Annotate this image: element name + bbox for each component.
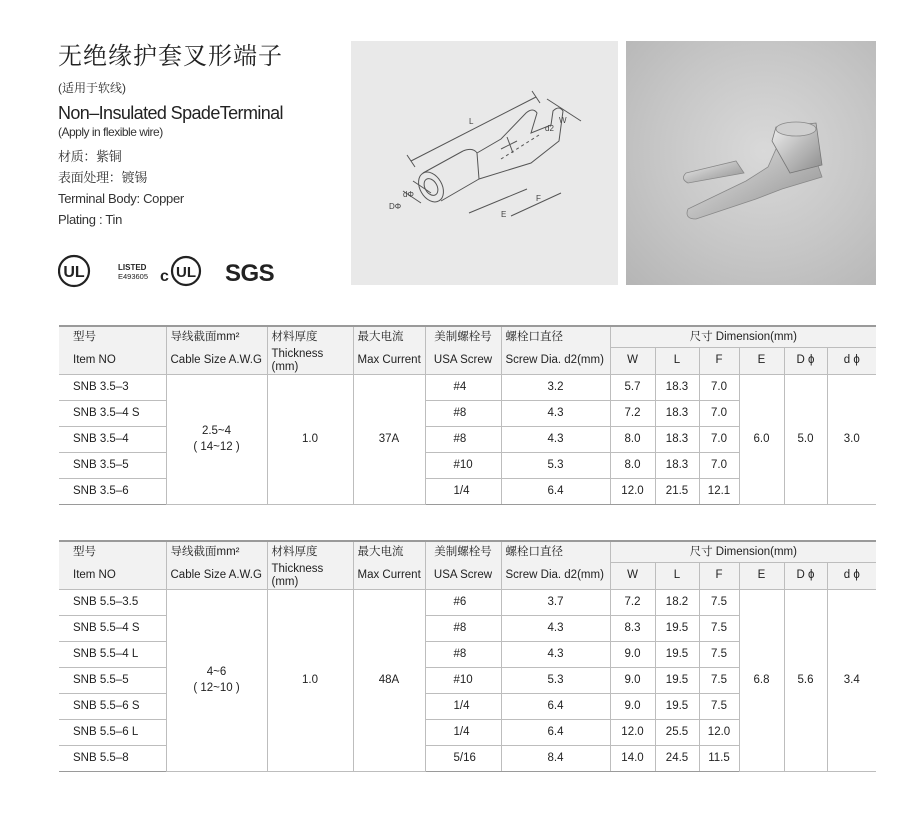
usa-screw: 1/4 [425, 693, 501, 719]
cable-size [166, 589, 267, 771]
dim-f: 7.0 [699, 400, 739, 426]
table-row [59, 374, 876, 400]
col-thickness-en: Thickness (mm) [267, 563, 353, 590]
usa-screw: #8 [425, 400, 501, 426]
item-no: SNB 3.5–3 [59, 374, 166, 400]
cable-mm2: 4~6 [206, 665, 227, 678]
table-row [59, 589, 876, 615]
col-thickness-cn: 材料厚度 [267, 326, 353, 348]
max-current: 48A [353, 589, 425, 771]
dim-w: 12.0 [610, 719, 655, 745]
col-d: d ϕ [827, 348, 876, 375]
col-current-cn: 最大电流 [353, 541, 425, 563]
col-l: L [655, 563, 699, 590]
dim-w: 5.7 [610, 374, 655, 400]
col-cable-cn: 导线截面mm² [166, 326, 267, 348]
plating-cn: 表面处理：镀锡 [58, 170, 147, 185]
usa-screw: #6 [425, 589, 501, 615]
usa-screw: #10 [425, 452, 501, 478]
col-thickness-en: Thickness (mm) [267, 348, 353, 375]
screw-dia: 6.4 [501, 719, 610, 745]
usa-screw: #8 [425, 426, 501, 452]
usa-screw: 5/16 [425, 745, 501, 771]
screw-dia: 6.4 [501, 478, 610, 504]
technical-drawing [351, 41, 618, 285]
col-e: E [739, 563, 784, 590]
usa-screw: 1/4 [425, 719, 501, 745]
listed-text: LISTED [118, 263, 147, 272]
dim-e: 6.0 [739, 374, 784, 504]
screw-dia: 4.3 [501, 426, 610, 452]
col-item-en: Item NO [59, 563, 166, 590]
screw-dia: 3.2 [501, 374, 610, 400]
dim-l: 18.3 [655, 374, 699, 400]
ul-text: UL [63, 264, 85, 281]
dim-f: 7.5 [699, 615, 739, 641]
subtitle-en: (Apply in flexible wire) [58, 125, 163, 139]
dim-f: 11.5 [699, 745, 739, 771]
col-dimension: 尺寸 Dimension(mm) [610, 541, 876, 563]
dim-f: 12.0 [699, 719, 739, 745]
dim-label-w: W [559, 116, 567, 125]
cable-size [166, 374, 267, 504]
col-dimension: 尺寸 Dimension(mm) [610, 326, 876, 348]
sgs-text: SGS [225, 260, 275, 287]
col-cable-cn: 导线截面mm² [166, 541, 267, 563]
dim-e: 6.8 [739, 589, 784, 771]
cable-awg: ( 14~12 ) [193, 440, 240, 453]
dim-label-Dphi: DΦ [389, 202, 402, 211]
dim-l: 18.3 [655, 452, 699, 478]
col-item-cn: 型号 [59, 326, 166, 348]
dim-f: 7.5 [699, 589, 739, 615]
col-item-en: Item NO [59, 348, 166, 375]
dim-l: 19.5 [655, 693, 699, 719]
dim-l: 18.3 [655, 426, 699, 452]
certification-logos [58, 254, 288, 288]
dim-l: 18.2 [655, 589, 699, 615]
dim-f: 7.5 [699, 641, 739, 667]
dim-f: 7.5 [699, 693, 739, 719]
dim-d: 3.4 [827, 589, 876, 771]
col-D: D ϕ [784, 563, 827, 590]
cul-listed-logo [118, 257, 200, 285]
cable-awg: ( 12~10 ) [193, 681, 240, 694]
dim-label-f: F [536, 194, 541, 203]
col-e: E [739, 348, 784, 375]
item-no: SNB 3.5–6 [59, 478, 166, 504]
dim-label-dphi: dΦ [403, 190, 414, 199]
dim-w: 9.0 [610, 667, 655, 693]
dim-f: 7.5 [699, 667, 739, 693]
subtitle-cn: (适用于软线) [58, 81, 126, 95]
col-cable-en: Cable Size A.W.G [166, 563, 267, 590]
col-dia-en: Screw Dia. d2(mm) [501, 563, 610, 590]
dim-f: 12.1 [699, 478, 739, 504]
dim-w: 7.2 [610, 400, 655, 426]
col-l: L [655, 348, 699, 375]
col-dia-cn: 螺栓口直径 [501, 541, 610, 563]
screw-dia: 5.3 [501, 667, 610, 693]
item-no: SNB 5.5–4 S [59, 615, 166, 641]
dim-l: 21.5 [655, 478, 699, 504]
col-f: F [699, 348, 739, 375]
dim-w: 14.0 [610, 745, 655, 771]
title-en: Non–Insulated SpadeTerminal [58, 103, 283, 123]
col-cable-en: Cable Size A.W.G [166, 348, 267, 375]
cable-mm2: 2.5~4 [201, 424, 232, 437]
dim-l: 25.5 [655, 719, 699, 745]
screw-dia: 5.3 [501, 452, 610, 478]
item-no: SNB 5.5–8 [59, 745, 166, 771]
thickness: 1.0 [267, 374, 353, 504]
usa-screw: 1/4 [425, 478, 501, 504]
col-w: W [610, 563, 655, 590]
dim-f: 7.0 [699, 452, 739, 478]
col-dia-en: Screw Dia. d2(mm) [501, 348, 610, 375]
usa-screw: #8 [425, 641, 501, 667]
col-current-en: Max Current [353, 563, 425, 590]
material-en: Terminal Body: Copper [58, 191, 184, 206]
dim-w: 7.2 [610, 589, 655, 615]
col-screw-cn: 美制螺栓号 [425, 326, 501, 348]
dim-label-e: E [501, 210, 507, 219]
cul-text: UL [176, 264, 196, 281]
title-cn: 无绝缘护套叉形端子 [58, 43, 283, 70]
dim-w: 9.0 [610, 693, 655, 719]
col-screw-en: USA Screw [425, 563, 501, 590]
dim-f: 7.0 [699, 426, 739, 452]
screw-dia: 8.4 [501, 745, 610, 771]
item-no: SNB 3.5–5 [59, 452, 166, 478]
col-f: F [699, 563, 739, 590]
dim-D: 5.6 [784, 589, 827, 771]
col-thickness-cn: 材料厚度 [267, 541, 353, 563]
item-no: SNB 5.5–5 [59, 667, 166, 693]
col-d: d ϕ [827, 563, 876, 590]
dim-label-l: L [469, 117, 474, 126]
dim-l: 19.5 [655, 615, 699, 641]
dim-f: 7.0 [699, 374, 739, 400]
spec-table-snb55 [59, 540, 876, 772]
screw-dia: 4.3 [501, 615, 610, 641]
item-no: SNB 5.5–3.5 [59, 589, 166, 615]
dim-label-d2: d2 [545, 124, 554, 133]
c-mark: c [160, 268, 169, 285]
col-current-en: Max Current [353, 348, 425, 375]
col-screw-cn: 美制螺栓号 [425, 541, 501, 563]
material-cn: 材质：紫铜 [58, 149, 122, 164]
dim-w: 9.0 [610, 641, 655, 667]
dim-l: 24.5 [655, 745, 699, 771]
col-w: W [610, 348, 655, 375]
dim-l: 18.3 [655, 400, 699, 426]
item-no: SNB 3.5–4 [59, 426, 166, 452]
dim-l: 19.5 [655, 641, 699, 667]
screw-dia: 4.3 [501, 400, 610, 426]
header-block [58, 42, 348, 230]
dim-w: 12.0 [610, 478, 655, 504]
dim-D: 5.0 [784, 374, 827, 504]
usa-screw: #10 [425, 667, 501, 693]
max-current: 37A [353, 374, 425, 504]
usa-screw: #4 [425, 374, 501, 400]
dim-w: 8.0 [610, 452, 655, 478]
thickness: 1.0 [267, 589, 353, 771]
item-no: SNB 5.5–6 L [59, 719, 166, 745]
screw-dia: 6.4 [501, 693, 610, 719]
col-D: D ϕ [784, 348, 827, 375]
item-no: SNB 5.5–4 L [59, 641, 166, 667]
dim-w: 8.3 [610, 615, 655, 641]
screw-dia: 3.7 [501, 589, 610, 615]
listed-number: E493605 [118, 272, 149, 281]
col-screw-en: USA Screw [425, 348, 501, 375]
plating-en: Plating : Tin [58, 212, 123, 227]
product-photo [626, 41, 876, 285]
col-dia-cn: 螺栓口直径 [501, 326, 610, 348]
spec-table-snb35 [59, 325, 876, 505]
col-item-cn: 型号 [59, 541, 166, 563]
sgs-logo [225, 260, 275, 287]
col-current-cn: 最大电流 [353, 326, 425, 348]
ul-logo [59, 256, 89, 286]
dim-w: 8.0 [610, 426, 655, 452]
item-no: SNB 3.5–4 S [59, 400, 166, 426]
dim-d: 3.0 [827, 374, 876, 504]
screw-dia: 4.3 [501, 641, 610, 667]
usa-screw: #8 [425, 615, 501, 641]
item-no: SNB 5.5–6 S [59, 693, 166, 719]
dim-l: 19.5 [655, 667, 699, 693]
